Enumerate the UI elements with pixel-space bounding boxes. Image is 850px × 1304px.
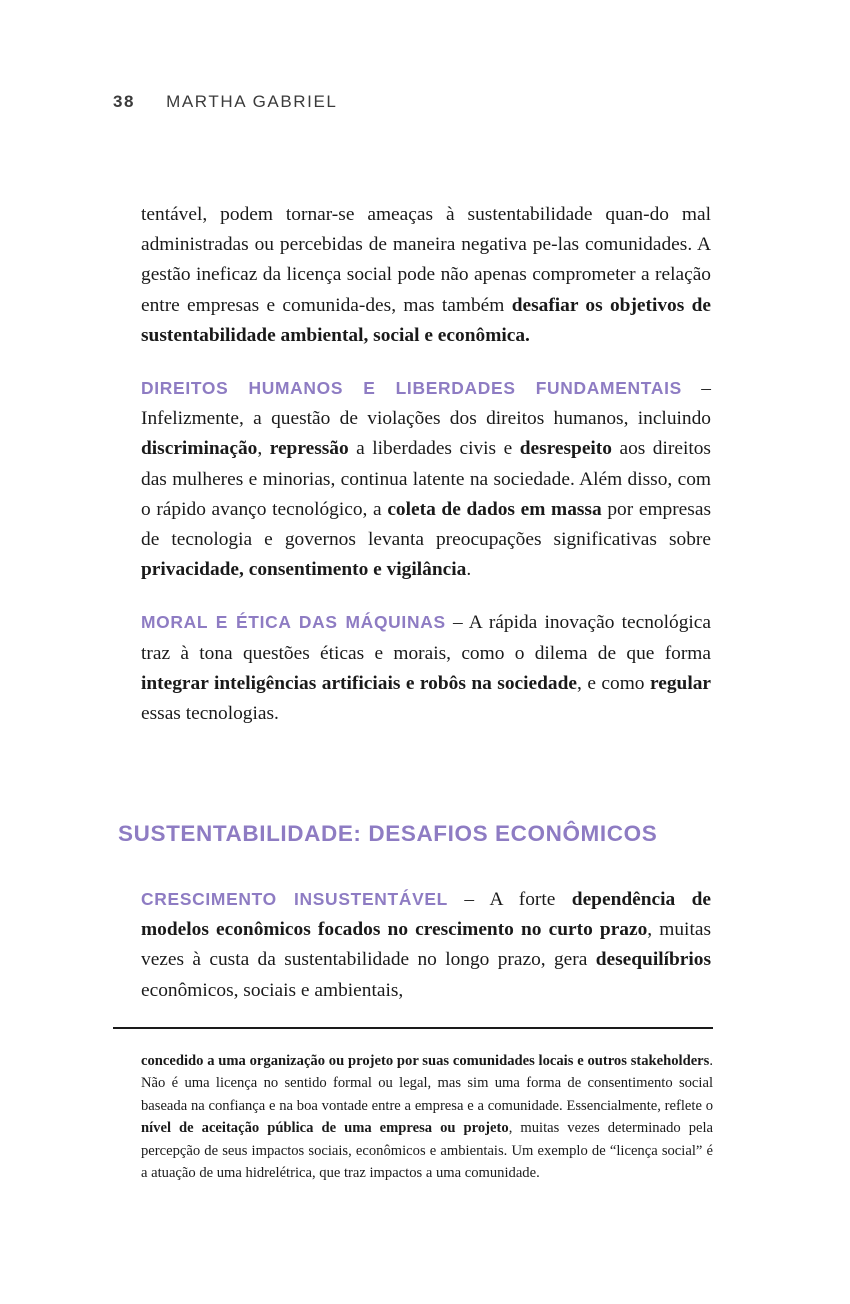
paragraph-moral-etica bbox=[141, 607, 711, 729]
paragraph-crescimento-insustentavel bbox=[141, 884, 711, 1006]
paragraph-continued bbox=[141, 200, 711, 351]
body-column bbox=[141, 200, 711, 729]
bold-dependencia-modelos: dependência de modelos econômicos focados no crescimento no curto prazo bbox=[141, 889, 712, 941]
text-1: – Infelizmente, a questão de violações dos direitos humanos, incluindo bbox=[141, 378, 711, 430]
paragraph-continued-bold: desafiar os objetivos de sustentabilidade ambiental, social e econômica. bbox=[141, 294, 712, 346]
text-1: – A forte bbox=[448, 889, 572, 910]
text-3: econômicos, sociais e ambientais, bbox=[141, 979, 404, 1001]
paragraph-continued-text: tentável, podem tornar-se ameaças à sustentabilidade quan-do mal administradas ou percebidas de maneira negativa pe-las comunidades. A gestão ineficaz da licença social pode não apenas comprometer a relação entre empresas e comunida-des, mas também bbox=[141, 204, 711, 316]
lead-in-crescimento: CRESCIMENTO INSUSTENTÁVEL bbox=[141, 889, 449, 909]
text-2: , muitas vezes à custa da sustentabilidade no longo prazo, gera bbox=[141, 919, 711, 971]
footnote-separator bbox=[113, 1027, 713, 1029]
text-5: por empresas de tecnologia e governos levanta preocupações significativas sobre bbox=[141, 498, 711, 551]
bold-desrespeito: desrespeito bbox=[519, 438, 612, 460]
text-3: essas tecnologias. bbox=[141, 703, 279, 725]
text-1: – A rápida inovação tecnológica traz à tona questões éticas e morais, como o dilema de que forma bbox=[141, 612, 711, 664]
section-heading: SUSTENTABILIDADE: DESAFIOS ECONÔMICOS bbox=[118, 821, 658, 846]
footnote-text-2: , muitas vezes determinado pela percepção de seus impactos sociais, econômicos e ambientais. Um exemplo de “licença social” é a atuação de uma hidrelétrica, que traz impactos a uma comunidade. bbox=[141, 1120, 714, 1182]
bold-discriminacao: discriminação bbox=[141, 438, 258, 460]
paragraph-direitos-humanos bbox=[141, 373, 711, 585]
footnote-text-1: . Não é uma licença no sentido formal ou legal, mas sim uma forma de consentimento social baseada na confiança e na boa vontade entre a empresa e a comunidade. Essencialmente, reflete o bbox=[141, 1053, 713, 1114]
text-2: , bbox=[257, 438, 270, 460]
bold-integrar-ia: integrar inteligências artificiais e robôs na sociedade bbox=[141, 672, 578, 694]
text-4: aos direitos das mulheres e minorias, continua latente na sociedade. Além disso, com o rápido avanço tecnológico, a bbox=[141, 438, 711, 520]
footnote-text bbox=[141, 1050, 713, 1184]
running-head bbox=[113, 92, 337, 112]
book-title: MARTHA GABRIEL bbox=[166, 92, 338, 111]
footnote-block bbox=[141, 1050, 713, 1184]
bold-coleta-dados: coleta de dados em massa bbox=[387, 498, 602, 520]
footnote-bold-1: concedido a uma organização ou projeto por suas comunidades locais e outros stakeholders bbox=[141, 1053, 710, 1069]
lead-in-moral-etica: MORAL E ÉTICA DAS MÁQUINAS bbox=[141, 612, 446, 633]
text-3: a liberdades civis e bbox=[348, 438, 520, 460]
bold-regular: regular bbox=[649, 672, 712, 694]
text-2: , e como bbox=[577, 672, 650, 694]
page-number: 38 bbox=[113, 92, 136, 111]
bold-desequilibrios: desequilíbrios bbox=[595, 949, 711, 971]
bold-privacidade: privacidade, consentimento e vigilância bbox=[141, 559, 467, 581]
bold-repressao: repressão bbox=[269, 438, 349, 460]
footnote-bold-2: nível de aceitação pública de uma empresa ou projeto bbox=[141, 1120, 509, 1137]
lead-in-direitos-humanos: DIREITOS HUMANOS E LIBERDADES FUNDAMENTAIS bbox=[141, 378, 682, 399]
body-column-lower bbox=[141, 884, 711, 1006]
text-6: . bbox=[466, 559, 472, 581]
